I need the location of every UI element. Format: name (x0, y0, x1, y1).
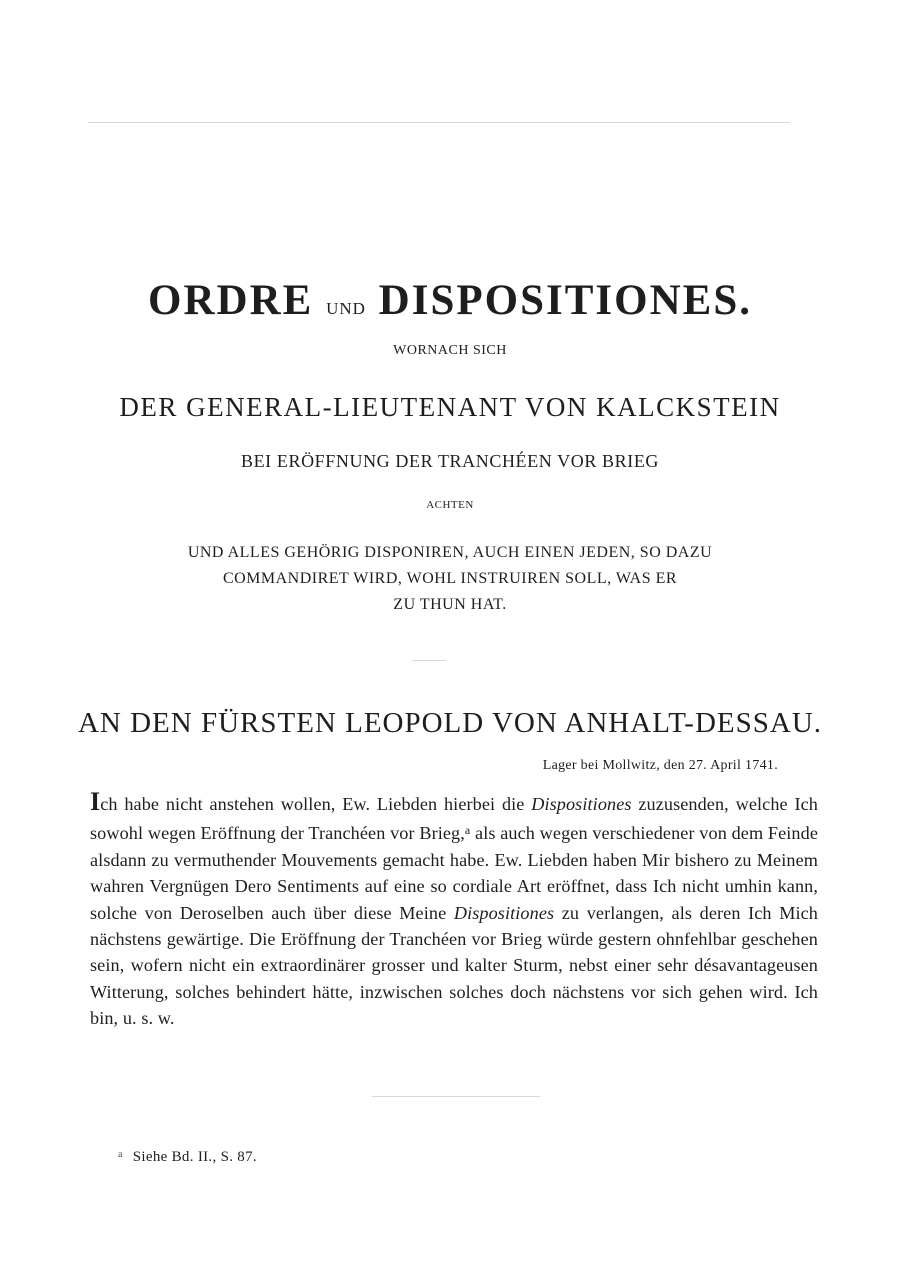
letter-heading: AN DEN FÜRSTEN LEOPOLD VON ANHALT-DESSAU. (77, 707, 823, 739)
top-rule (88, 122, 790, 123)
body-text-part: zuzusenden, welche Ich sowohl wegen Eröffnung der Tranchéen vor Brieg, (90, 794, 818, 844)
subtitle-instructions-line: COMMANDIRET WIRD, WOHL INSTRUIREN SOLL, WAS ER (222, 570, 678, 587)
footnote-mark: a (118, 1149, 123, 1160)
letter-paragraph (90, 787, 818, 1032)
footnote (118, 1149, 257, 1166)
subtitle-instructions (0, 540, 900, 618)
bottom-rule (372, 1096, 540, 1097)
subtitle-tranchees: BEI ERÖFFNUNG DER TRANCHÉEN VOR BRIEG (240, 451, 660, 471)
italic-dispositiones: Dispositiones (453, 902, 555, 923)
title-ordre: ORDRE (148, 277, 314, 324)
title-dispositiones: DISPOSITIONES. (378, 277, 752, 324)
footnote-text: Siehe Bd. II., S. 87. (132, 1149, 257, 1165)
subtitle-achten: ACHTEN (426, 499, 474, 511)
subtitle-wornach-sich: WORNACH SICH (393, 343, 507, 358)
footnote-reference: a (464, 823, 471, 838)
letter-body (90, 787, 818, 1032)
dateline: Lager bei Mollwitz, den 27. April 1741. (542, 758, 778, 773)
mid-rule (412, 660, 446, 661)
body-text-part: zu verlangen, als deren Ich Mich nächstens gewärtige. Die Eröffnung der Tranchéen vor Brieg würde gestern ohnfehlbar geschehen sein, wofern nicht ein extraordinärer grosser und kalter Sturm, nebst einer sehr désavantageusen Witterung, solches behindert hätte, inzwischen solches doch nächstens vor sich gehen wird. Ich bin, u. s. w. (90, 902, 818, 1029)
subtitle-general-lieutenant: DER GENERAL-LIEUTENANT VON KALCKSTEIN (119, 392, 781, 422)
title-und: UND (326, 299, 366, 318)
body-text-part: ch habe nicht anstehen wollen, Ew. Liebden hierbei die (100, 794, 532, 814)
initial-letter: I (90, 787, 101, 816)
page-title (0, 276, 900, 334)
body-text-part: als auch wegen verschiedener von dem Feinde alsdann zu vermuthender Mouvements gemacht habe. Ew. Liebden haben Mir bishero zu Meinem wahren Vergnügen Dero Sentiments auf eine so cordiale Art eröffnet, dass Ich nicht umhin kann, solche von Deroselben auch über diese Meine (90, 823, 818, 923)
subtitle-instructions-line: UND ALLES GEHÖRIG DISPONIREN, AUCH EINEN JEDEN, SO DAZU (187, 544, 713, 561)
italic-dispositiones: Dispositiones (531, 794, 632, 814)
subtitle-instructions-line: ZU THUN HAT. (393, 596, 507, 613)
